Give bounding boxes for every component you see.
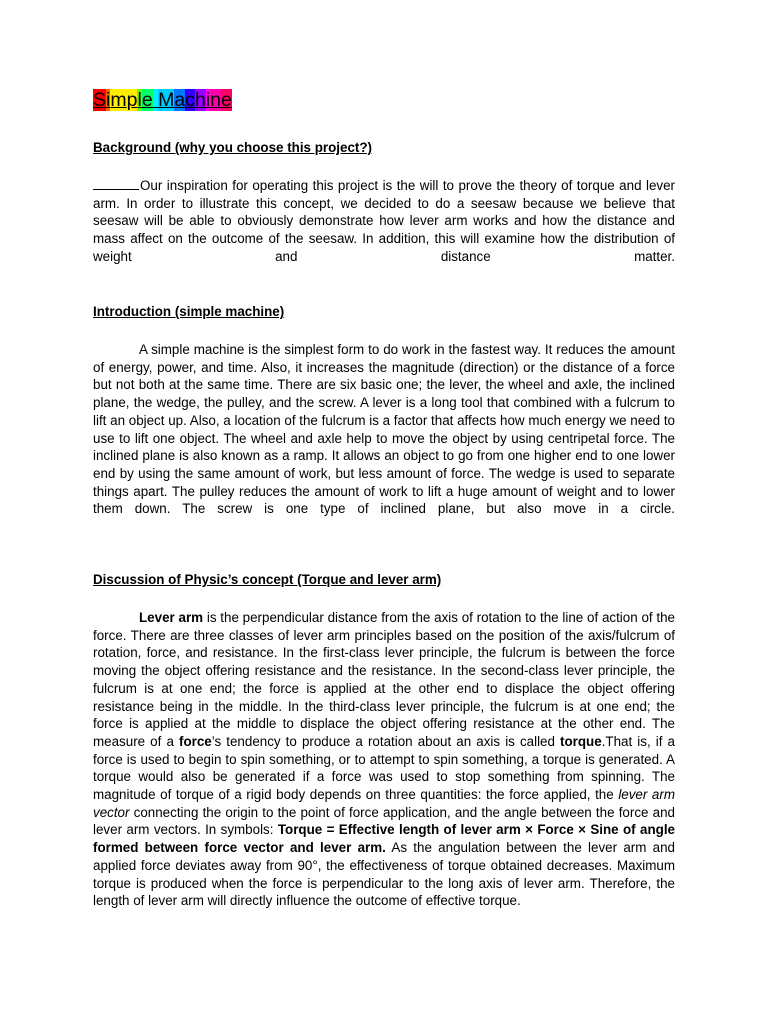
title-letter: m <box>110 89 127 111</box>
title-letter: c <box>185 89 195 111</box>
section-heading-discussion: Discussion of Physic’s concept (Torque and lever arm) <box>93 572 442 587</box>
title-letter: a <box>174 89 186 111</box>
title-letter: i <box>106 89 111 111</box>
title-letter: n <box>210 89 222 111</box>
title-letter: i <box>205 89 211 111</box>
paragraph-discussion <box>93 609 675 910</box>
section-heading-introduction: Introduction (simple machine) <box>93 304 285 319</box>
title-letter: l <box>137 89 142 111</box>
title-letter: e <box>141 89 153 111</box>
term-torque: torque <box>560 733 602 749</box>
title-letter: M <box>158 89 175 111</box>
title-letter: e <box>221 89 232 111</box>
paragraph-background <box>93 177 675 266</box>
paragraph-text: Our inspiration for operating this project is the will to prove the theory of torque and lever arm. In order to illustrate this concept, we decided to do a seesaw because we believe that seesaw will be able to obviously demonstrate how lever arm works and how the distance and mass affect on the outcome of the seesaw. In addition, this will examine how the distribution of weight and distance matter. <box>93 178 675 264</box>
paragraph-text: is the perpendicular distance from the axis of rotation to the line of action of the force. There are three classes of lever arm principles based on the position of the axis/fulcrum of rotation, force, and resistance. In the first-class lever principle, the fulcrum is between the force moving the object offering resistance and the resistance. In the second-class lever principle, the fulcrum is at one end; the force is applied at the other end to displace the object offering resistance being in the middle. In the third-class lever principle, the fulcrum is at one end; the force is applied at the middle to displace the object offering resistance at the other end. The measure of a <box>93 610 675 749</box>
paragraph-text: connecting the origin to the point of force application, and the angle between the force and lever arm vectors. In symbols: <box>93 804 675 838</box>
paragraph-text: .That is, if a force is used to begin to spin something, or to attempt to spin something, a torque is generated. A torque would also be generated if a force was used to stop something from spinning. The magnitude of torque of a rigid body depends on three quantities: the force applied, the <box>93 733 675 803</box>
paragraph-introduction <box>93 341 675 518</box>
torque-formula: Torque = Effective length of lever arm × Force × Sine of angle formed between force vector and lever arm. <box>93 822 675 856</box>
underline-blank <box>93 188 139 190</box>
title-letter: h <box>194 89 206 111</box>
title-letter: S <box>93 89 107 111</box>
term-force: force <box>178 733 212 749</box>
paragraph-text: A simple machine is the simplest form to do work in the fastest way. It reduces the amount of energy, power, and time. Also, it increases the magnitude (direction) or the distance of a force but not both at the same time. There are six basic one; the lever, the wheel and axle, the inclined plane, the wedge, the pulley, and the screw. A lever is a long tool that combined with a fulcrum to lift an object up. Also, a location of the fulcrum is a factor that affects how much energy we need to use to lift one object. The wheel and axle help to move the object by using centripetal force. The inclined plane is also known as a ramp. It allows an object to go from one higher end to one lower end by using the same amount of work, but less amount of force. The wedge is used to separate things apart. The pulley reduces the amount of work to lift a huge amount of weight and to lower them down. The screw is one type of inclined plane, but also move in a circle. <box>93 342 675 517</box>
section-heading-background: Background (why you choose this project?) <box>93 140 372 155</box>
document-title <box>93 87 232 113</box>
title-letter: p <box>126 89 138 111</box>
term-lever-arm-vector: lever arm vector <box>93 787 675 820</box>
term-lever-arm: Lever arm <box>139 610 204 625</box>
paragraph-text: As the angulation between the lever arm and applied force deviates away from 90°, the effectiveness of torque obtained decreases. Maximum torque is produced when the force is perpendicular to the long axis of lever arm. Therefore, the length of lever arm will directly influence the outcome of effective torque. <box>93 840 675 909</box>
paragraph-text: ’s tendency to produce a rotation about an axis is called <box>211 733 561 749</box>
